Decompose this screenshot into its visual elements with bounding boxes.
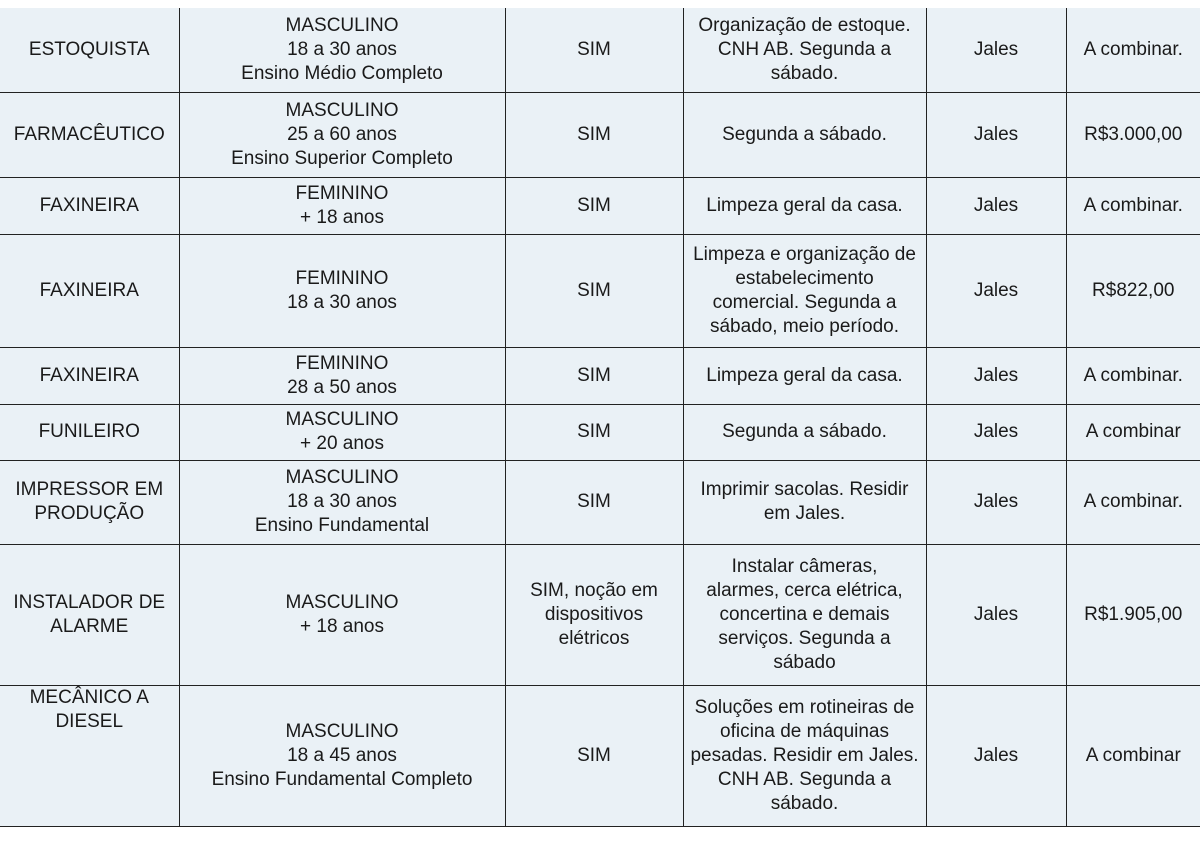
cell-experiencia: SIM [505, 92, 683, 177]
table-row [0, 92, 1200, 177]
cell-cargo: FAXINEIRA [0, 347, 179, 404]
cell-descricao: Limpeza e organização de estabelecimento comercial. Segunda a sábado, meio período. [683, 234, 926, 347]
cell-experiencia: SIM [505, 347, 683, 404]
cell-salario: A combinar. [1066, 347, 1200, 404]
cell-experiencia: SIM [505, 234, 683, 347]
cell-descricao: Limpeza geral da casa. [683, 177, 926, 234]
cell-requisitos: MASCULINO + 20 anos [179, 404, 505, 460]
cell-cargo: MECÂNICO A DIESEL [0, 685, 179, 826]
table-row [0, 234, 1200, 347]
cell-cidade: Jales [926, 404, 1066, 460]
cell-cargo: FARMACÊUTICO [0, 92, 179, 177]
cell-descricao: Instalar câmeras, alarmes, cerca elétrica, concertina e demais serviços. Segunda a sábado [683, 544, 926, 685]
job-listings-table [0, 8, 1200, 827]
cell-descricao: Imprimir sacolas. Residir em Jales. [683, 460, 926, 544]
cell-salario: A combinar. [1066, 460, 1200, 544]
cell-requisitos: MASCULINO 18 a 30 anos Ensino Médio Completo [179, 8, 505, 92]
cell-cidade: Jales [926, 92, 1066, 177]
cell-salario: A combinar [1066, 404, 1200, 460]
cell-experiencia: SIM, noção em dispositivos elétricos [505, 544, 683, 685]
cell-descricao: Limpeza geral da casa. [683, 347, 926, 404]
cell-cargo: FUNILEIRO [0, 404, 179, 460]
cell-cidade: Jales [926, 544, 1066, 685]
cell-experiencia: SIM [505, 460, 683, 544]
cell-salario: A combinar. [1066, 177, 1200, 234]
table-row [0, 347, 1200, 404]
cell-salario: A combinar [1066, 685, 1200, 826]
cell-descricao: Segunda a sábado. [683, 404, 926, 460]
table-row [0, 685, 1200, 826]
cell-cargo: FAXINEIRA [0, 234, 179, 347]
cell-requisitos: MASCULINO 25 a 60 anos Ensino Superior Completo [179, 92, 505, 177]
cell-descricao: Segunda a sábado. [683, 92, 926, 177]
table-row [0, 460, 1200, 544]
cell-salario: R$3.000,00 [1066, 92, 1200, 177]
cell-cidade: Jales [926, 8, 1066, 92]
cell-requisitos: FEMININO 28 a 50 anos [179, 347, 505, 404]
cell-cidade: Jales [926, 460, 1066, 544]
cell-experiencia: SIM [505, 177, 683, 234]
cell-cargo: ESTOQUISTA [0, 8, 179, 92]
cell-requisitos: FEMININO 18 a 30 anos [179, 234, 505, 347]
cell-requisitos: MASCULINO 18 a 45 anos Ensino Fundamental Completo [179, 685, 505, 826]
cell-requisitos: MASCULINO 18 a 30 anos Ensino Fundamental [179, 460, 505, 544]
cell-descricao: Soluções em rotineiras de oficina de máquinas pesadas. Residir em Jales. CNH AB. Segunda a sábado. [683, 685, 926, 826]
cell-requisitos: MASCULINO + 18 anos [179, 544, 505, 685]
cell-cargo: INSTALADOR DE ALARME [0, 544, 179, 685]
table-row [0, 544, 1200, 685]
cell-cidade: Jales [926, 177, 1066, 234]
cell-experiencia: SIM [505, 685, 683, 826]
cell-requisitos: FEMININO + 18 anos [179, 177, 505, 234]
table-row [0, 8, 1200, 92]
job-listings-table-wrapper [0, 8, 1200, 827]
cell-cargo: FAXINEIRA [0, 177, 179, 234]
cell-salario: R$1.905,00 [1066, 544, 1200, 685]
table-row [0, 177, 1200, 234]
cell-salario: R$822,00 [1066, 234, 1200, 347]
table-row [0, 404, 1200, 460]
cell-cidade: Jales [926, 685, 1066, 826]
cell-experiencia: SIM [505, 8, 683, 92]
cell-salario: A combinar. [1066, 8, 1200, 92]
cell-cargo: IMPRESSOR EM PRODUÇÃO [0, 460, 179, 544]
cell-descricao: Organização de estoque. CNH AB. Segunda a sábado. [683, 8, 926, 92]
cell-experiencia: SIM [505, 404, 683, 460]
cell-cidade: Jales [926, 347, 1066, 404]
cell-cidade: Jales [926, 234, 1066, 347]
